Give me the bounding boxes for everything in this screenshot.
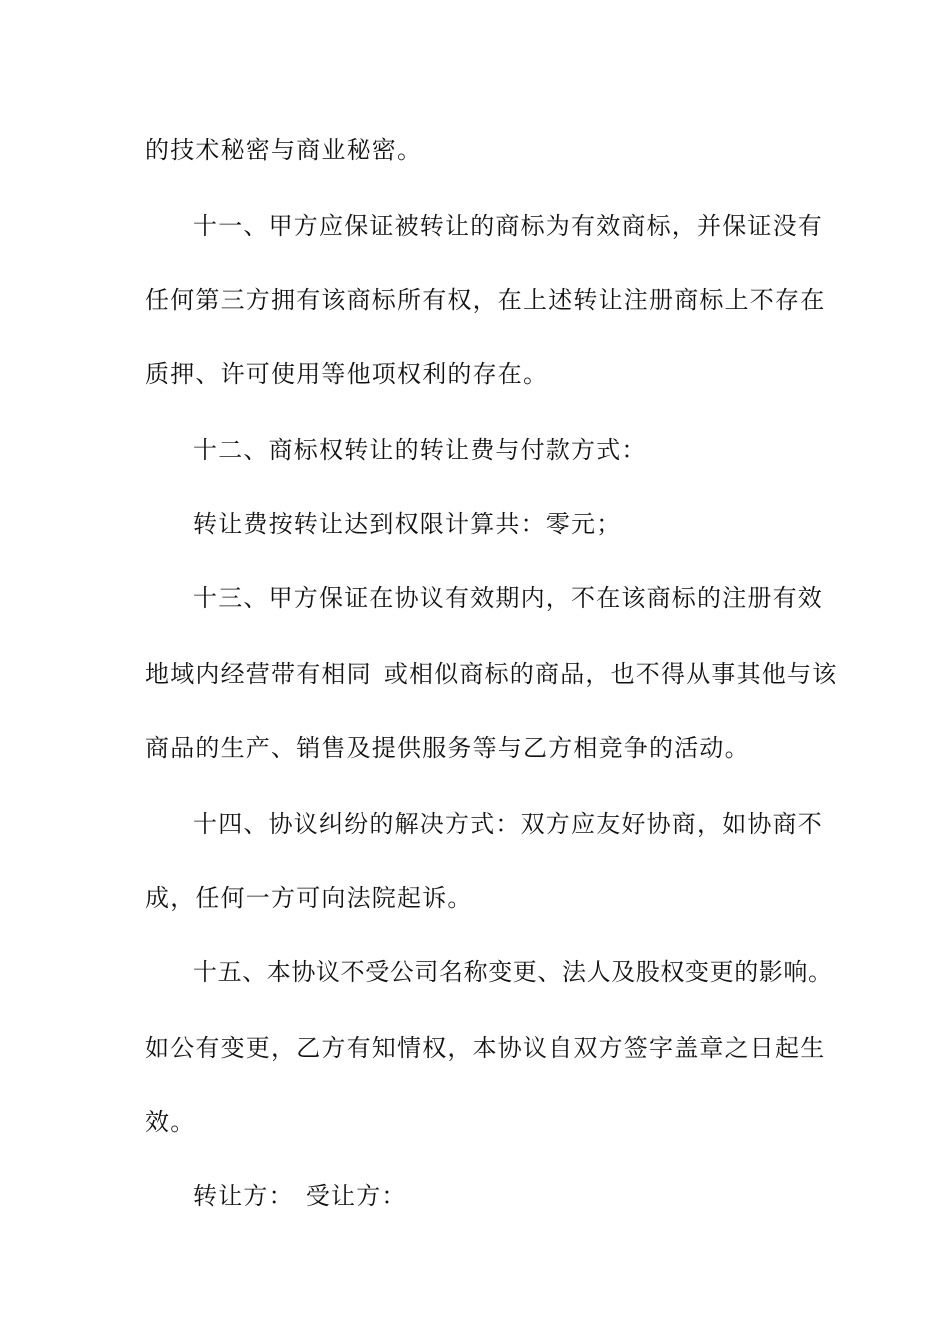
clause-12-fee: 转让费按转让达到权限计算共：零元； [193,510,622,538]
clause-11-line-3: 质押、许可使用等他项权利的存在。 [145,360,549,388]
clause-15-line-2: 如公有变更，乙方有知情权，本协议自双方签字盖章之日起生 [145,1034,826,1062]
clause-14-line-2: 成，任何一方可向法院起诉。 [145,884,473,912]
clause-13-line-2-part-2: 或相似商标的商品，也不得从事其他与该 [383,660,838,688]
clause-11-line-2: 任何第三方拥有该商标所有权，在上述转让注册商标上不存在 [145,286,826,314]
transferor-label: 转让方： [193,1182,294,1210]
clause-15-line-1: 十五、本协议不受公司名称变更、法人及股权变更的影响。 [193,958,833,986]
signature-line [193,1182,407,1210]
clause-12-heading: 十二、商标权转让的转让费与付款方式： [193,436,647,464]
clause-13-line-3: 商品的生产、销售及提供服务等与乙方相竞争的活动。 [145,734,750,762]
transferee-label: 受让方： [305,1182,407,1210]
clause-15-line-3: 效。 [145,1108,196,1136]
clause-11-line-1: 十一、甲方应保证被转让的商标为有效商标，并保证没有 [193,212,823,240]
clause-14-line-1: 十四、协议纠纷的解决方式：双方应友好协商，如协商不 [193,810,823,838]
paragraph-line: 的技术秘密与商业秘密。 [145,136,423,164]
clause-13-line-2 [145,660,837,688]
clause-13-line-1: 十三、甲方保证在协议有效期内，不在该商标的注册有效 [193,584,823,612]
clause-13-line-2-part-1: 地域内经营带有相同 [145,660,372,688]
